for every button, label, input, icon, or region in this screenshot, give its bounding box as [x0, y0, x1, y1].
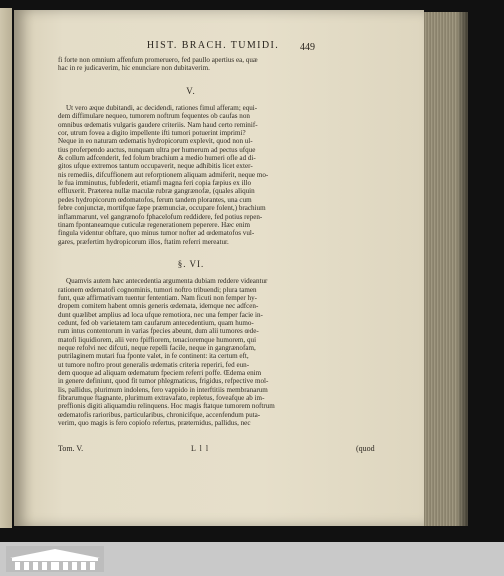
text-line: fingula videntur obftare, quo minus tumor nofter ad œdematofos vul- — [58, 229, 255, 238]
text-line: fi forte non omnium affenfum promeruero, fed paullo apertius ea, quæ — [58, 56, 258, 64]
text-line: cedunt, fed ob varietatem tam caufarum antecedentium, quam humo- — [58, 318, 254, 327]
text-line: neque refolvi nec difcuti, neque repelli facile, neque in gangrænofam, — [58, 343, 256, 352]
text-line: gitos ufque extremos tantum occupaverit, neque adhibitis licet exter- — [58, 162, 253, 171]
text-line: le fua imminutus, fubfederit, etiamfi magna feri copia fæpius ex illo — [58, 179, 252, 188]
text-line: cor, utrum fovea a digito impellente ifti tumori potuerint imprimi? — [58, 129, 246, 138]
text-line: inflammarunt, vel gangrænofo fphacelofum reddidere, fed potius repen- — [58, 212, 263, 221]
text-line: febre conjunctæ, mortifque fæpe præmunciæ, occupare folent,) brachium — [58, 204, 266, 213]
signature-mark: L l l — [191, 444, 210, 453]
text-line: effluxerit. Præterea nullæ maculæ rubræ gangrænofæ, (quales aliquin — [58, 187, 255, 196]
text-line: in genere definiunt, quod fit tumor phlegmaticus, frigidus, refpective mol- — [58, 377, 269, 386]
text-line: verim, quo magis is fero copiofo refertus, præternidus, pallidus, nec — [58, 419, 251, 428]
catchword: (quod — [356, 444, 375, 453]
text-line: Quamvis autem hæc antecedentia argumenta dubiam reddere videantur — [66, 277, 268, 286]
page-edges — [422, 12, 468, 526]
intro-paragraph — [58, 56, 324, 73]
text-line: Neque in eo naturam œdematis hydropicorum explevit, quod non ul- — [58, 137, 253, 146]
page-text — [58, 56, 324, 427]
text-line: fibrarumque ftagnante, plurimum extravafato, repletus, foveafque ab im- — [58, 394, 265, 403]
text-line: preffionis digiti aliquamdiu relinquens. Hoc magis ftatque tumorem noftrum — [58, 402, 275, 411]
text-line: rationem œdematofi cognominis, tumori noftro tribuendi; plura tamen — [58, 285, 257, 294]
section-vi-paragraph — [58, 277, 324, 427]
text-line: œdematofis rarioribus, particularibus, chronicifque, accenfendum puta- — [58, 410, 261, 419]
text-line: dem diffimulare nequeo, tumorem noftrum fequentes ob caufas non — [58, 112, 250, 121]
section-heading-v: V. — [186, 85, 196, 96]
page-number: 449 — [300, 42, 315, 53]
text-line: hac in re judicaverim, hic enunciare non dubitaverim. — [58, 64, 210, 73]
text-line: rum intus contentorum in varias fpecies abeunt, dum alii tumores œde- — [58, 327, 259, 336]
text-line: putrilaginem mutari fua fponte valet, in fe continent: ita certum eft, — [58, 352, 249, 361]
text-line: omnibus œdematis vulgaris gaudere criteriis. Nam haud certo reminif- — [58, 120, 258, 129]
text-line: nis remediis, difcuffionem aut reforptionem aliquam admiferit, neque mo- — [58, 170, 269, 179]
text-line: dunt quælibet amplius ad loca ufque remotiora, nec una femper facie in- — [58, 310, 263, 319]
text-line: dem quoque ad aliquam œdematum fpeciem referri poffe. Œdema enim — [58, 369, 262, 377]
text-line: Ut vero æque dubitandi, ac decidendi, rationes fimul afferam; equi- — [66, 104, 258, 113]
section-v-paragraph — [58, 104, 324, 246]
text-line: tius proferpendo auctus, nunquam ultra per humerum ad pectus ufque — [58, 145, 256, 154]
text-line: tinam fpontaneamque cuticulæ regenerationem peperere. Hæc enim — [58, 220, 251, 229]
text-line: lis, pallidus, plurimum indolens, fero vappido in interftitiis membranarum — [58, 385, 268, 394]
text-line: & collum adfcenderit, fed folum brachium a medio humeri ofle ad di- — [58, 154, 256, 163]
left-page-edge — [0, 8, 12, 528]
text-line: funt, quæ affirmativam tuentur fententiam. Nam ficuti non femper hy- — [58, 293, 258, 302]
text-line: matofi liquidiorem, alii vero fpiffiorem, tenacioremque humorem, qui — [58, 335, 257, 344]
viewer-bottom-bar — [0, 542, 504, 576]
text-line: ut tumore noftro prout generalis œdematis criteria reperiri, fed eun- — [58, 360, 250, 369]
section-heading-vi: §. VI. — [177, 258, 205, 269]
signature: Tom. V. — [58, 444, 84, 453]
text-line: pedes hydropicorum œdomatofos, ferum tandem plorantes, una cum — [58, 195, 252, 204]
text-line: dropem comitem habent omnis generis œdemata, idemque nec adfcen- — [58, 302, 259, 311]
text-line: gares, præfertim hydropicorum illos, ftatim referri mereatur. — [58, 237, 229, 246]
running-head: HIST. BRACH. TUMIDI. — [146, 40, 280, 51]
library-building-logo-icon — [6, 546, 104, 572]
